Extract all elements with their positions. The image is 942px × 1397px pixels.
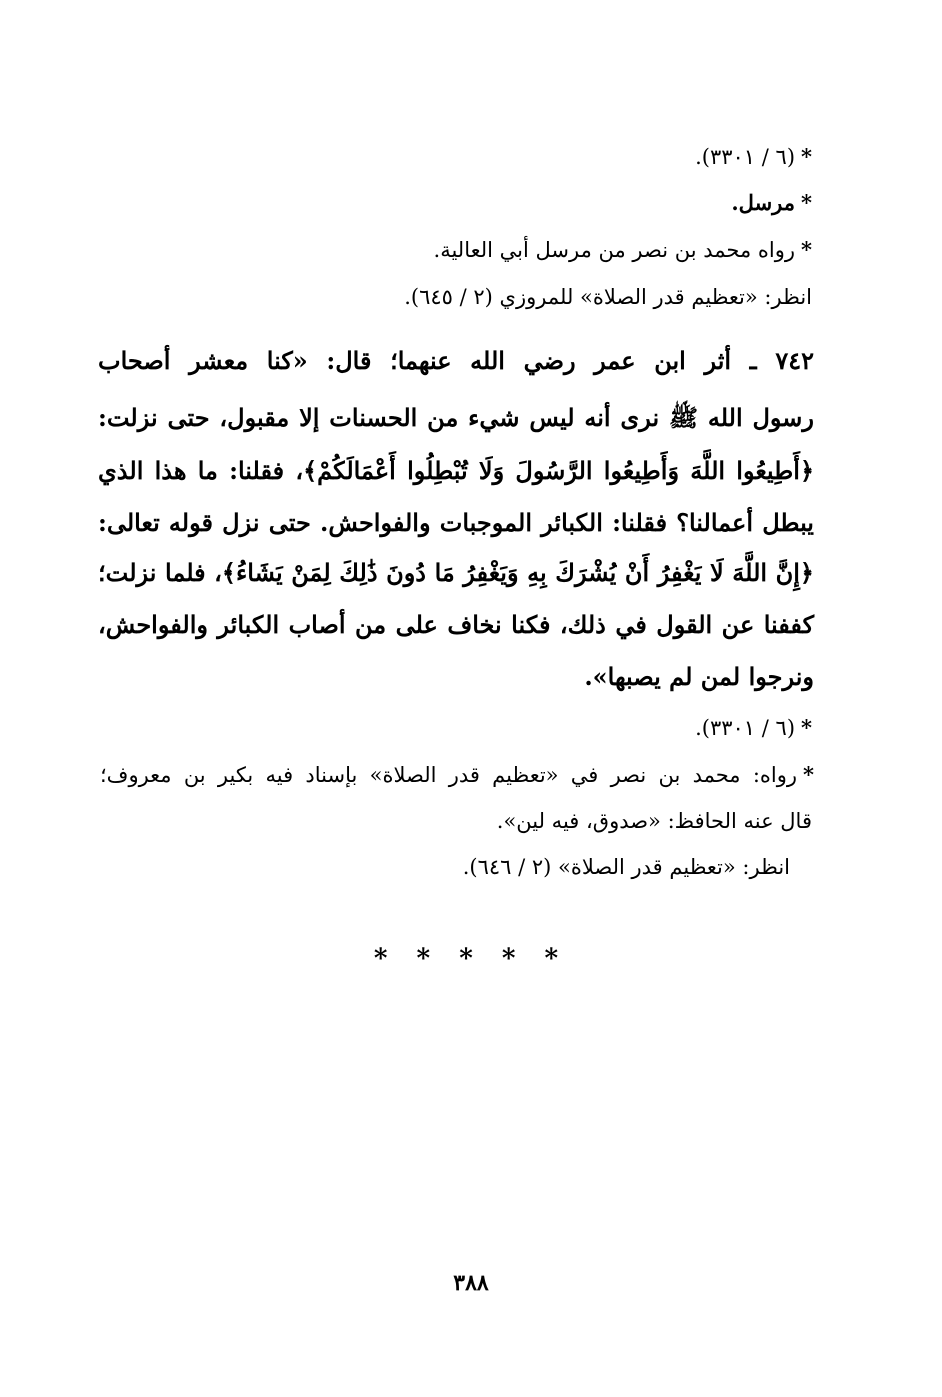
main-line-1 [98, 346, 814, 375]
note-see-reference-2: انظر: «تعظيم قدر الصلاة» (٢ / ٦٤٦). [462, 855, 790, 879]
bullet-star-icon: * [803, 762, 814, 787]
athar-number: ٧٤٢ [775, 346, 814, 375]
main-line-3: ﴿أَطِيعُوا اللَّهَ وَأَطِيعُوا الرَّسُولَ وَلَا تُبْطِلُوا أَعْمَالَكُمْ﴾، فقلنا: ما هذا الذي [98, 456, 814, 485]
note-see-reference: انظر: «تعظيم قدر الصلاة» للمروزي (٢ / ٦٤٥). [404, 285, 812, 309]
note-mursal-text: مرسل. [731, 190, 796, 215]
note-reference-1-text: (٦ / ٣٣٠١). [695, 145, 796, 169]
main-line-2: رسول الله ﷺ نرى أنه ليس شيء من الحسنات إلا مقبول، حتى نزلت: [98, 403, 814, 432]
main-line-6: كففنا عن القول في ذلك، فكنا نخاف على من أصاب الكبائر والفواحش، [98, 610, 814, 639]
section-separator-stars: * * * * * [373, 944, 569, 974]
main-line-7: ونرجوا لمن لم يصبها». [584, 662, 814, 691]
page-number: ٣٨٨ [453, 1270, 489, 1296]
note-mursal [731, 192, 812, 214]
note-narration-2-cont: قال عنه الحافظ: «صدوق، فيه لين». [496, 809, 812, 833]
note-narration-text: رواه محمد بن نصر من مرسل أبي العالية. [433, 238, 796, 262]
note-narration-2-text: رواه: محمد بن نصر في «تعظيم قدر الصلاة» بإسناد فيه بكير بن معروف؛ [100, 763, 798, 787]
main-line-4: يبطل أعمالنا؟ فقلنا: الكبائر الموجبات والفواحش. حتى نزل قوله تعالى: [98, 508, 814, 537]
bullet-star-icon: * [801, 144, 812, 169]
note-reference-2 [695, 717, 812, 739]
note-reference-1 [695, 146, 812, 168]
bullet-star-icon: * [801, 237, 812, 262]
note-reference-2-text: (٦ / ٣٣٠١). [695, 716, 796, 740]
note-narration-2 [100, 764, 814, 786]
main-line-1-text: ـ أثر ابن عمر رضي الله عنهما؛ قال: «كنا معشر أصحاب [98, 346, 757, 375]
note-narration [434, 239, 812, 261]
bullet-star-icon: * [801, 190, 812, 215]
bullet-star-icon: * [801, 715, 812, 740]
main-line-5: ﴿إِنَّ اللَّهَ لَا يَغْفِرُ أَنْ يُشْرَكَ بِهِ وَيَغْفِرُ مَا دُونَ ذَٰلِكَ لِمَنْ يَشَاءُ﴾، فلما نزلت؛ [98, 558, 814, 587]
